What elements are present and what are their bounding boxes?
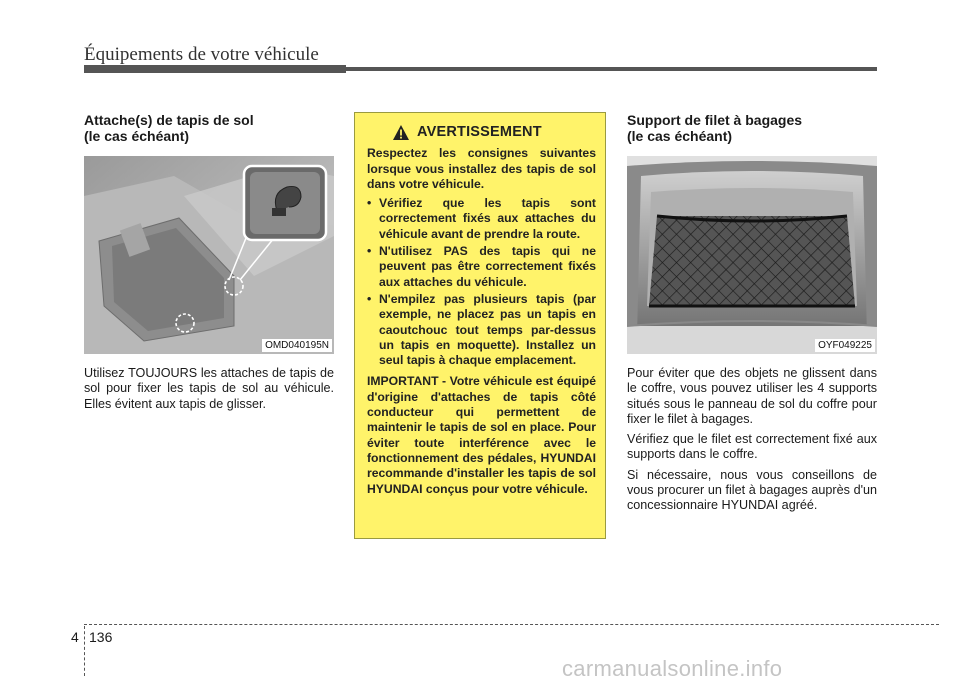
chapter-number: 4: [71, 629, 79, 645]
luggage-net-section-title: Support de filet à bagages (le cas échéant): [627, 112, 803, 144]
floor-mat-body-text: Utilisez TOUJOURS les attaches de tapis de sol pour fixer les tapis de sol au véhicule. Elles évitent aux tapis de glisser.: [84, 366, 334, 411]
luggage-net-body-text: Pour éviter que des objets ne glissent dans le coffre, vous pouvez utiliser les 4 supports situés sous le panneau de sol du coffre pour fixer le filet à bagages. Vérifiez que le filet est correctement fixé aux supports dans le coffre. Si nécessaire, nous vous conseillons de vous procurer un filet à bagages auprès d'un concessionnaire HYUNDAI agréé.: [627, 366, 877, 513]
luggage-net-section: [627, 112, 877, 519]
floor-mat-illustration: [84, 156, 334, 354]
warning-triangle-icon: [393, 125, 409, 140]
warning-bullet: • N'empilez pas plusieurs tapis (par exemple, ne placez pas un tapis en caoutchouc tout temps par-dessus un tapis en moquette). Installez un seul tapis à chaque emplacement.: [367, 292, 596, 368]
footer-rule: [84, 624, 939, 625]
warning-box: [354, 112, 606, 539]
floor-mat-section-title: Attache(s) de tapis de sol (le cas échéant): [84, 112, 254, 144]
watermark: carmanualsonline.info: [562, 656, 783, 681]
page-header-title: Équipements de votre véhicule: [84, 44, 319, 65]
header-rule: [84, 67, 877, 71]
warning-bullet: • N'utilisez PAS des tapis qui ne peuvent pas être correctement fixés aux attaches du véhicule.: [367, 244, 596, 290]
warning-intro: Respectez les consignes suivantes lorsque vous installez des tapis de sol dans votre véhicule.: [367, 146, 596, 191]
warning-bullet: • Vérifiez que les tapis sont correctement fixés aux attaches du véhicule avant de prendre la route.: [367, 196, 596, 242]
figure-code-label: OMD040195N: [262, 339, 332, 352]
warning-important-note: IMPORTANT - Votre véhicule est équipé d'origine d'attaches de tapis côté conducteur qui permettent de maintenir le tapis de sol en place. Pour éviter toute interférence avec le fonctionnement des pédales, HYUNDAI recommande d'installer les tapis de sol HYUNDAI conçus pour votre véhicule.: [367, 374, 596, 496]
figure-code-label: OYF049225: [815, 339, 875, 352]
warning-heading-text: AVERTISSEMENT: [417, 124, 542, 140]
footer-divider: [84, 626, 85, 676]
page-number: 136: [89, 629, 113, 645]
warning-heading: [393, 125, 596, 140]
luggage-net-illustration: [627, 156, 877, 354]
floor-mat-anchor-section: [84, 112, 334, 417]
floor-mat-anchor-figure: [84, 156, 334, 354]
luggage-net-figure: [627, 156, 877, 354]
warning-bullet-list: [367, 196, 596, 368]
